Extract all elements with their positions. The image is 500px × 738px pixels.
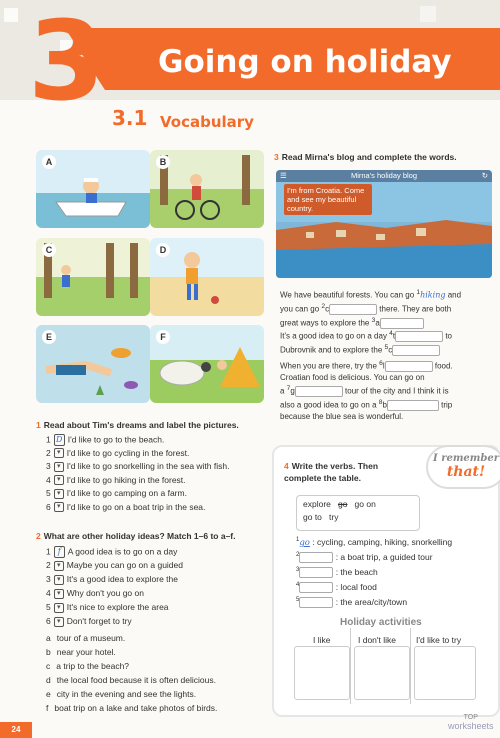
blog-paragraph-3 [280,358,490,422]
item-text: It's nice to explore the area [66,602,169,612]
gap-prefix: g [290,386,295,396]
item-text: I'd like to go snorkelling in the sea with fish. [66,461,230,471]
item-number: 5 [46,488,51,498]
unit-number: 3 [28,0,105,125]
option-text: boat trip on a lake and take photos of birds. [54,703,218,713]
picture-label: C [42,243,56,257]
item-text: I'd like to go to the beach. [67,434,165,445]
brand-top: TOP [463,714,478,721]
option-item [46,633,125,643]
item-text: A good idea is to go on a day [67,546,178,557]
table-title: Holiday activities [340,617,422,628]
option-letter: a [46,633,51,643]
answer-box[interactable]: ▾ [54,589,64,599]
table-divider [350,628,351,704]
text: When you are there, try the [280,361,380,371]
item-text: It's a good idea to explore the [66,574,178,584]
col-i-like: I like [313,635,331,645]
ex1-text: Read about Tim's dreams and label the pictures. [43,420,239,430]
option-text: near your hotel. [56,647,116,657]
item-number: 2 [46,447,51,458]
gap-number: 5 [384,344,389,352]
ex3-text: Read Mirna's blog and complete the words. [281,152,457,162]
list-item [46,475,186,486]
ex4-number: 4 [284,461,289,471]
picture-c [36,238,150,316]
option-item [46,703,217,713]
answer-box[interactable]: f [54,546,65,558]
text: Dubrovnik and to explore the [280,345,385,355]
cell-id-like-to-try[interactable] [414,646,476,700]
option-letter: e [46,689,51,699]
ex2-text: What are other holiday ideas? Match 1–6 to a–f. [43,531,236,541]
picture-label: D [156,243,170,257]
answer-box[interactable]: ▾ [54,489,64,499]
list-item [46,488,187,499]
option-item [46,689,196,699]
item-number: 5 [46,602,51,612]
picture-b [150,150,264,228]
gap-input[interactable] [392,345,440,356]
blog-paragraph-2 [280,328,490,356]
list-item [46,461,229,472]
text: tour of the city and I think it is [342,386,449,396]
word: go to [303,512,322,522]
text: It's a good idea to go on a day [280,331,390,341]
text: food. [432,361,453,371]
decor-square [4,8,18,22]
option-text: the local food because it is often delicious. [56,675,216,685]
gap-number: 5 [296,597,300,604]
picture-a [36,150,150,228]
text: trip [438,400,453,410]
table-divider [410,628,411,704]
gap-number: 4 [389,330,393,337]
picture-label: A [42,155,56,169]
item-number: 3 [46,461,51,471]
picture-label: F [156,330,170,344]
example-answer: hiking [420,290,446,300]
gap-prefix: l [382,361,385,371]
item-text: I'd like to go hiking in the forest. [66,474,186,485]
item-text: I'd like to go cycling in the forest. [66,447,190,458]
text: and [445,290,462,300]
answer-box[interactable]: ▾ [54,462,64,472]
ex4-text-2: complete the table. [284,473,361,483]
option-text: tour of a museum. [56,633,126,643]
item-number: 4 [46,474,51,485]
gap-input[interactable] [299,597,333,608]
answer-box[interactable]: ▾ [54,448,64,458]
item-text: I'd like to go camping on a farm. [66,488,187,498]
item-text: Don't forget to try [66,616,132,626]
ex3-instruction [274,152,457,162]
unit-title: Going on holiday [158,44,452,80]
option-item [46,675,216,685]
gap-input[interactable] [392,331,443,342]
option-letter: b [46,647,51,657]
option-item [46,661,129,671]
gap-prefix: a [375,318,380,328]
brand-logo [448,714,494,732]
blog-image [276,170,492,278]
answer-box[interactable]: ▾ [54,617,64,627]
option-item [46,647,116,657]
text: you can go [280,304,322,314]
text: We have beautiful forests. You can go [280,290,417,300]
word: try [329,512,339,522]
word-used: go [337,499,348,509]
gap-number: 1 [416,289,421,296]
option-text: city in the evening and see the lights. [56,689,197,699]
list-item [46,588,144,599]
text: there. They are both [377,304,452,314]
blog-bubble: I'm from Croatia. Come and see my beautiful country. [284,184,372,215]
text: great ways to explore the [280,318,372,328]
blog-title: Mirna's holiday blog [350,171,418,180]
gap-number: 2 [321,302,326,310]
gap-number: 2 [296,552,300,559]
picture-e [36,325,150,403]
word-box [296,495,420,531]
gap-input[interactable] [295,386,343,397]
list-item [46,546,177,558]
ex1-number: 1 [36,420,41,430]
picture-f [150,325,264,403]
gap-number: 6 [379,360,383,367]
option-letter: c [46,661,51,671]
gap-number: 3 [296,567,300,574]
verb-row [296,552,433,563]
answer-box[interactable]: ▾ [54,575,64,585]
cell-i-dont-like[interactable] [354,646,410,700]
picture-label: B [156,155,170,169]
gap-number: 4 [296,582,300,589]
remember-bubble [426,445,500,489]
ex4-text-1: Write the verbs. Then [291,461,379,471]
picture-label: E [42,330,56,344]
item-number: 3 [46,574,51,584]
list-item [46,560,183,571]
row-text: : cycling, camping, hiking, snorkelling [309,537,453,547]
ex3-number: 3 [274,152,279,162]
option-text: a trip to the beach? [56,661,130,671]
brand-bottom: worksheets [448,721,494,731]
col-i-dont-like: I don't like [358,635,397,645]
gap-input[interactable] [329,304,377,315]
refresh-icon: ↻ [481,171,488,180]
verb-row [296,537,452,548]
gap-number: 3 [371,316,376,324]
col-id-like-to-try: I'd like to try [416,635,462,645]
ex4-instruction [284,460,378,484]
section-title: Vocabulary [160,113,254,131]
verb-row [296,567,378,578]
ex2-number: 2 [36,531,41,541]
example-answer: go [299,538,310,548]
row-text: : local food [333,582,377,592]
item-number: 4 [46,588,51,598]
list-item [46,602,169,613]
text: a [280,386,287,396]
word: go on [354,499,376,509]
item-text: Maybe you can go on a guided [66,560,183,570]
answer-box[interactable]: ▾ [54,561,64,571]
text: because the blue sea is wonderful. [280,412,404,422]
gap-number: 8 [378,399,383,407]
item-number: 1 [46,546,51,557]
decor-square [420,6,436,22]
list-item [46,574,178,585]
gap-input[interactable] [299,567,333,578]
list-item [46,502,205,513]
answer-box[interactable]: ▾ [54,603,64,613]
text: also a good idea to go on a [280,400,379,410]
list-item [46,616,132,627]
section-number: 3.1 [112,106,148,130]
row-text: : the area/city/town [333,597,408,607]
item-number: 6 [46,501,51,512]
gap-input[interactable] [299,552,333,563]
menu-icon: ☰ [280,171,287,180]
gap-input[interactable] [387,400,439,411]
ex2-instruction [36,531,236,541]
word: explore [303,499,331,509]
ex1-instruction [36,420,239,430]
gap-input[interactable] [299,582,333,593]
picture-d [150,238,264,316]
gap-prefix: c [388,345,393,355]
blog-paragraph-1 [280,287,490,329]
item-text: Why don't you go on [66,588,144,598]
row-text: : the beach [333,567,378,577]
option-letter: f [46,703,49,713]
cell-i-like[interactable] [294,646,350,700]
text: to [443,331,453,341]
list-item [46,448,189,459]
gap-prefix: c [325,304,330,314]
answer-box[interactable]: ▾ [54,475,64,485]
gap-prefix: b [382,400,387,410]
remember-line-2: that! [446,464,486,480]
gap-number: 1 [296,537,300,544]
item-number: 2 [46,560,51,570]
list-item [46,434,164,446]
text: Croatian food is delicious. You can go on [280,373,425,383]
page-number: 24 [0,722,32,738]
gap-input[interactable] [382,361,433,372]
gap-number: 7 [286,385,291,393]
verb-row [296,582,377,593]
blog-title-bar [276,170,492,182]
row-text: : a boat trip, a guided tour [333,552,433,562]
remember-line-1: I remember [433,453,499,464]
option-letter: d [46,675,51,685]
verb-row [296,597,407,608]
answer-box[interactable]: ▾ [54,502,64,512]
item-number: 1 [46,434,51,445]
item-text: I'd like to go on a boat trip in the sea. [66,501,206,512]
answer-box[interactable]: D [54,434,65,446]
item-number: 6 [46,616,51,626]
gap-prefix: t [392,331,396,341]
